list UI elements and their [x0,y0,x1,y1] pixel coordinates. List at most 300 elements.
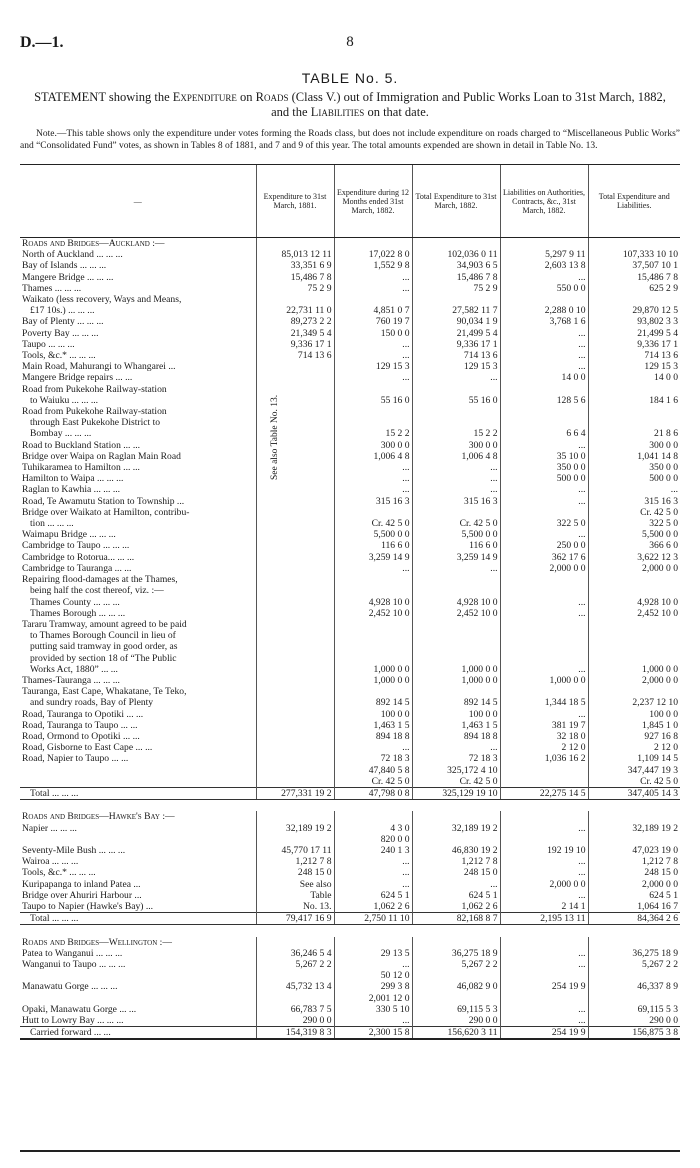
amount-cell: 2,195 13 11 [500,913,588,925]
amount-cell [256,406,334,417]
table-row [20,970,680,981]
amount-cell: Cr. 42 5 0 [588,507,680,518]
table-row [20,305,680,316]
table-row [20,552,680,563]
amount-cell [256,238,334,250]
amount-cell: 290 0 0 [588,1015,680,1027]
amount-cell [256,361,334,372]
amount-cell: 1,000 0 0 [334,675,412,686]
amount-cell [500,834,588,845]
amount-cell: 1,064 16 7 [588,901,680,913]
amount-cell [412,834,500,845]
table-row [20,787,680,799]
amount-cell [256,417,334,428]
amount-cell: 625 2 9 [588,283,680,294]
amount-cell: 500 0 0 [500,473,588,484]
amount-cell [256,993,334,1004]
amount-cell: 350 0 0 [588,462,680,473]
amount-cell: 760 19 7 [334,316,412,327]
amount-cell: 45,770 17 11 [256,845,334,856]
column-header-row [20,165,680,238]
amount-cell: 714 13 6 [256,350,334,361]
row-label: Bridge over Waipa on Raglan Main Road [22,450,181,462]
amount-cell [412,811,500,822]
amount-cell: 3,768 1 6 [500,316,588,327]
amount-cell: 322 5 0 [500,518,588,529]
amount-cell [256,384,334,395]
amount-cell: 2,452 10 0 [334,608,412,619]
table-row [20,417,680,428]
amount-cell: 75 2 9 [256,283,334,294]
amount-cell: 1,006 4 8 [334,451,412,462]
amount-cell [334,294,412,305]
amount-cell: 66,783 7 5 [256,1004,334,1015]
amount-cell [500,238,588,250]
expenditure-table [20,164,680,1040]
table-row [20,395,680,406]
amount-cell: 100 0 0 [588,709,680,720]
row-label: to Thames Borough Council in lieu of [30,630,176,642]
amount-cell: ... [500,823,588,834]
amount-cell: ... [500,709,588,720]
amount-cell: 2,000 0 0 [588,879,680,890]
amount-cell: ... [500,608,588,619]
amount-cell: 46,082 9 0 [412,981,500,992]
amount-cell [256,428,334,439]
amount-cell [412,585,500,596]
row-label: Raglan to Kawhia ... ... ... [22,484,121,496]
amount-cell [334,417,412,428]
row-label: Bridge over Waikato at Hamilton, contribu- [22,506,190,518]
amount-cell: 2,237 12 10 [588,697,680,708]
amount-cell [334,406,412,417]
amount-cell [500,384,588,395]
amount-cell: 1,041 14 8 [588,451,680,462]
row-label [20,765,256,776]
amount-cell [588,294,680,305]
amount-cell: 156,875 3 8 [588,1027,680,1040]
amount-cell: 5,267 2 2 [412,959,500,970]
row-label: Tararu Tramway, amount agreed to be paid [22,618,187,630]
amount-cell: Table [256,890,334,901]
amount-cell [412,970,500,981]
row-label: Road to Buckland Station ... ... [22,439,141,451]
table-row [20,630,680,641]
amount-cell: 9,336 17 1 [588,339,680,350]
amount-cell: 894 18 8 [334,731,412,742]
amount-cell [256,518,334,529]
row-label: Roads and Bridges—Wellington :— [22,936,172,948]
amount-cell: 154,319 8 3 [256,1027,334,1040]
table-row [20,350,680,361]
amount-cell [256,540,334,551]
amount-cell [500,585,588,596]
table-row [20,372,680,383]
amount-cell [412,630,500,641]
amount-cell [256,507,334,518]
amount-cell: Cr. 42 5 0 [412,518,500,529]
amount-cell [500,765,588,776]
amount-cell: 93,802 3 3 [588,316,680,327]
row-label: being half the cost thereof, viz. :— [30,585,164,597]
amount-cell: 17,022 8 0 [334,249,412,260]
row-label: Total ... ... ... [20,913,256,925]
table-row [20,653,680,664]
table-row [20,451,680,462]
amount-cell [256,970,334,981]
amount-cell: 47,798 0 8 [334,787,412,799]
amount-cell: 85,013 12 11 [256,249,334,260]
amount-cell: 347,405 14 3 [588,787,680,799]
row-label [20,834,256,845]
amount-cell: 299 3 8 [334,981,412,992]
table-row [20,753,680,764]
amount-cell: 248 15 0 [588,867,680,878]
amount-cell: 55 16 0 [334,395,412,406]
amount-cell [500,686,588,697]
table-row [20,731,680,742]
amount-cell: 2,750 11 10 [334,913,412,925]
amount-cell: ... [334,283,412,294]
amount-cell: 46,337 8 9 [588,981,680,992]
table-row [20,664,680,675]
amount-cell: 1,845 1 0 [588,720,680,731]
amount-cell: ... [500,867,588,878]
row-label: Thames-Tauranga ... ... ... [22,674,120,686]
row-label: and sundry roads, Bay of Plenty [30,697,154,709]
amount-cell: 47,023 19 0 [588,845,680,856]
amount-cell [256,834,334,845]
table-row [20,709,680,720]
table-note: Note.—This table shows only the expenditure under votes forming the Roads class, but does not include expenditure on roads charged to “Miscellaneous Public Works” and “Consolidated Fund” votes, as shown in Tables 8 of 1881, and 7 and 9 of this year. The total amounts expended are shown in detail in Table No. 13. [20,129,680,151]
amount-cell [256,765,334,776]
row-label: Bridge over Ahuriri Harbour ... [22,889,142,901]
amount-cell: 1,212 7 8 [256,856,334,867]
amount-cell [588,384,680,395]
amount-cell: 184 1 6 [588,395,680,406]
row-label: Thames Borough ... ... ... [30,607,126,619]
amount-cell [256,574,334,585]
table-row [20,765,680,776]
table-row [20,1004,680,1015]
table-row [20,496,680,507]
amount-cell: ... [500,1015,588,1027]
amount-cell: ... [412,372,500,383]
row-label [20,776,256,788]
table-row [20,540,680,551]
amount-cell: 45,732 13 4 [256,981,334,992]
amount-cell: 820 0 0 [334,834,412,845]
amount-cell [256,294,334,305]
amount-cell [256,697,334,708]
amount-cell: ... [500,890,588,901]
amount-cell: 1,552 9 8 [334,260,412,271]
row-label: Tuhikaramea to Hamilton ... ... [22,462,140,474]
amount-cell [412,294,500,305]
table-row [20,384,680,395]
row-label: Main Road, Mahurangi to Whangarei ... [22,361,176,373]
amount-cell [588,585,680,596]
amount-cell: 15,486 7 8 [588,272,680,283]
amount-cell [256,753,334,764]
amount-cell: ... [588,484,680,495]
amount-cell: 2,603 13 8 [500,260,588,271]
amount-cell [334,619,412,630]
see-also-note: See also Table No. 13. [270,394,280,480]
table-row [20,675,680,686]
amount-cell: 248 15 0 [412,867,500,878]
table-row [20,597,680,608]
table-row [20,529,680,540]
amount-cell [412,384,500,395]
amount-cell: 1,000 0 0 [412,675,500,686]
amount-cell: 15,486 7 8 [256,272,334,283]
table-row [20,361,680,372]
statement-part: on [236,90,256,104]
amount-cell: 2,288 0 10 [500,305,588,316]
row-label: Mangere Bridge ... ... ... [22,271,114,283]
amount-cell: 55 16 0 [412,395,500,406]
amount-cell: 5,267 2 2 [256,959,334,970]
row-label: Road, Ormond to Opotiki ... ... [22,730,140,742]
amount-cell: 362 17 6 [500,552,588,563]
amount-cell: 350 0 0 [500,462,588,473]
row-label: Road, Napier to Taupo ... ... [22,753,129,765]
table-row [20,238,680,250]
row-label: Poverty Bay ... ... ... [22,327,99,339]
amount-cell: 2 14 1 [500,901,588,913]
row-label: Road from Pukekohe Railway-station [22,383,167,395]
statement-part: (Class V.) out of Immigration and Public Works Loan to 31st March, 1882, and the [271,90,666,119]
amount-cell: ... [334,484,412,495]
amount-cell: 129 15 3 [334,361,412,372]
amount-cell: 325,129 19 10 [412,787,500,799]
spacer-cell [588,925,680,937]
amount-cell [256,462,334,473]
amount-cell: 116 6 0 [412,540,500,551]
spacer-cell [256,925,334,937]
row-label: Thames ... ... ... [22,282,82,294]
row-label: Hamilton to Waipa ... ... ... [22,473,124,485]
amount-cell [588,811,680,822]
amount-cell: 192 19 10 [500,845,588,856]
amount-cell: ... [500,339,588,350]
row-label: Cambridge to Taupo ... ... ... [22,540,130,552]
table-row [20,823,680,834]
amount-cell [256,811,334,822]
amount-cell: See also [256,879,334,890]
amount-cell: 2,000 0 0 [588,675,680,686]
amount-cell: 1,212 7 8 [588,856,680,867]
amount-cell: 1,000 0 0 [412,664,500,675]
amount-cell: 4 3 0 [334,823,412,834]
column-header-total-liab: Total Expenditure and Liabilities. [588,165,680,238]
amount-cell [256,552,334,563]
amount-cell [256,597,334,608]
amount-cell: 3,622 12 3 [588,552,680,563]
amount-cell: 3,259 14 9 [334,552,412,563]
amount-cell: 82,168 8 7 [412,913,500,925]
amount-cell: 2,000 0 0 [500,563,588,574]
amount-cell [334,630,412,641]
row-label: to Waiuku ... ... ... [30,394,99,406]
amount-cell [588,238,680,250]
amount-cell: 3,259 14 9 [412,552,500,563]
amount-cell: 5,500 0 0 [588,529,680,540]
amount-cell [334,574,412,585]
table-row [20,507,680,518]
amount-cell: 32 18 0 [500,731,588,742]
amount-cell: 9,336 17 1 [256,339,334,350]
amount-cell: 37,507 10 1 [588,260,680,271]
amount-cell: ... [500,959,588,970]
amount-cell: 72 18 3 [412,753,500,764]
amount-cell: 5,267 2 2 [588,959,680,970]
row-label: Thames County ... ... ... [30,596,120,608]
amount-cell [334,238,412,250]
amount-cell: 150 0 0 [334,328,412,339]
table-row [20,834,680,845]
row-label: tion ... ... ... [30,518,74,530]
row-label: Road, Gisborne to East Cape ... ... [22,742,153,754]
row-label: Roads and Bridges—Auckland :— [22,238,165,249]
amount-cell: 240 1 3 [334,845,412,856]
table-row [20,948,680,959]
row-label: £17 10s.) ... ... ... [30,305,95,317]
amount-cell [256,731,334,742]
spacer-cell [500,925,588,937]
amount-cell: 1,062 2 6 [334,901,412,913]
amount-cell: 624 5 1 [334,890,412,901]
amount-cell [334,686,412,697]
amount-cell [588,686,680,697]
amount-cell: 2,001 12 0 [334,993,412,1004]
amount-cell: 381 19 7 [500,720,588,731]
column-header-description: — [20,165,256,238]
row-label: North of Auckland ... ... ... [22,249,123,261]
amount-cell: 156,620 3 11 [412,1027,500,1040]
amount-cell: 1,062 2 6 [412,901,500,913]
statement-heading [24,90,676,120]
row-label: Road, Te Awamutu Station to Township ... [22,495,185,507]
amount-cell [500,776,588,788]
row-label: Road, Tauranga to Opotiki ... ... [22,708,144,720]
table-row [20,585,680,596]
amount-cell: 46,830 19 2 [412,845,500,856]
amount-cell: 5,500 0 0 [334,529,412,540]
row-label: Wanganui to Taupo ... ... ... [22,958,126,970]
spacer-cell [500,800,588,812]
amount-cell [256,585,334,596]
amount-cell: 29 13 5 [334,948,412,959]
table-body [20,238,680,1040]
amount-cell: Cr. 42 5 0 [412,776,500,788]
row-label: Waikato (less recovery, Ways and Means, [22,294,182,306]
amount-cell [334,641,412,652]
bottom-rule [20,1150,680,1152]
column-header-total-exp: Total Expenditure to 31st March, 1882. [412,165,500,238]
amount-cell [256,440,334,451]
spacer-cell [334,800,412,812]
row-label: putting said tramway in good order, as [30,641,178,653]
column-header-liabilities: Liabilities on Authorities, Contracts, &c., 31st March, 1882. [500,165,588,238]
amount-cell: ... [500,361,588,372]
amount-cell: 4,851 0 7 [334,305,412,316]
amount-cell: 624 5 1 [412,890,500,901]
amount-cell: 1,463 1 5 [412,720,500,731]
table-row [20,867,680,878]
amount-cell: 5,297 9 11 [500,249,588,260]
amount-cell [256,776,334,788]
amount-cell [588,641,680,652]
amount-cell: ... [500,664,588,675]
amount-cell [334,507,412,518]
amount-cell: 89,273 2 2 [256,316,334,327]
amount-cell: 36,275 18 9 [412,948,500,959]
amount-cell [256,372,334,383]
amount-cell [588,834,680,845]
amount-cell [256,563,334,574]
amount-cell: 32,189 19 2 [256,823,334,834]
amount-cell [256,473,334,484]
spacer-cell [20,925,256,937]
amount-cell: Cr. 42 5 0 [334,776,412,788]
amount-cell: ... [412,473,500,484]
amount-cell: ... [334,879,412,890]
statement-part: STATEMENT showing the [34,90,173,104]
amount-cell [256,686,334,697]
amount-cell: 75 2 9 [412,283,500,294]
table-row [20,619,680,630]
amount-cell [412,993,500,1004]
amount-cell [412,417,500,428]
amount-cell: 1,212 7 8 [412,856,500,867]
amount-cell [334,811,412,822]
row-label: Roads and Bridges—Hawke's Bay :— [22,811,175,823]
row-label: Mangere Bridge repairs ... ... [22,372,133,384]
amount-cell: 84,364 2 6 [588,913,680,925]
amount-cell [412,507,500,518]
table-row [20,462,680,473]
amount-cell: 1,000 0 0 [588,664,680,675]
amount-cell: 347,447 19 3 [588,765,680,776]
amount-cell: 4,928 10 0 [412,597,500,608]
amount-cell: 1,000 0 0 [334,664,412,675]
amount-cell: 4,928 10 0 [334,597,412,608]
amount-cell: 100 0 0 [334,709,412,720]
column-header-exp-1881: Expenditure to 31st March, 1881. [256,165,334,238]
amount-cell: 15 2 2 [334,428,412,439]
amount-cell: 2,300 15 8 [334,1027,412,1040]
amount-cell [500,653,588,664]
row-label [20,970,256,981]
amount-cell: 892 14 5 [412,697,500,708]
amount-cell: 2 12 0 [500,742,588,753]
statement-part: on that date. [364,105,429,119]
amount-cell [500,641,588,652]
amount-cell: 128 5 6 [500,395,588,406]
amount-cell: 300 0 0 [334,440,412,451]
amount-cell: 624 5 1 [588,890,680,901]
row-label: Wairoa ... ... ... [22,856,79,868]
row-label: Bombay ... ... ... [30,428,92,440]
amount-cell: 36,275 18 9 [588,948,680,959]
amount-cell: ... [500,856,588,867]
table-row [20,260,680,271]
amount-cell: 72 18 3 [334,753,412,764]
amount-cell [500,937,588,948]
table-row [20,901,680,913]
